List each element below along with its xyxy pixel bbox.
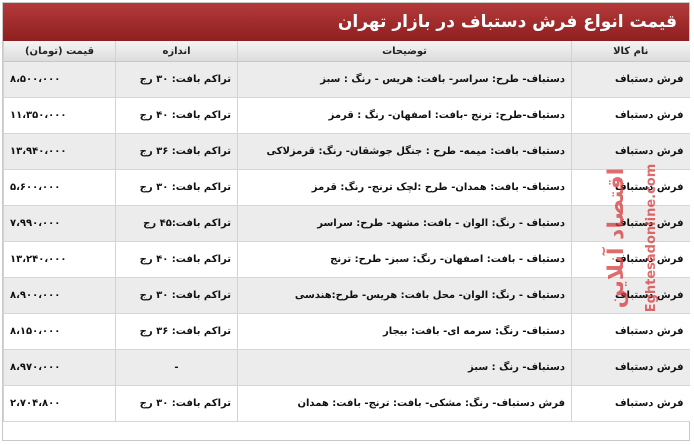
cell-price: ۸،۱۵۰،۰۰۰ — [4, 314, 116, 350]
cell-description: دستباف- بافت: میمه- طرح : جنگل جوشقان- رنگ: قرمزلاکی — [238, 134, 572, 170]
table-row — [4, 350, 690, 386]
cell-name: فرش دستباف — [572, 314, 690, 350]
cell-price: ۱۳،۲۴۰،۰۰۰ — [4, 242, 116, 278]
column-header-name: نام کالا — [572, 41, 690, 62]
cell-name: فرش دستباف — [572, 98, 690, 134]
cell-name: فرش دستباف — [572, 386, 690, 422]
cell-description: دستباف- بافت: همدان- طرح :لچک ترنج- رنگ: قرمز — [238, 170, 572, 206]
table-row — [4, 314, 690, 350]
cell-name: فرش دستباف — [572, 350, 690, 386]
cell-price: ۱۱،۳۵۰،۰۰۰ — [4, 98, 116, 134]
cell-name: فرش دستباف — [572, 62, 690, 98]
table-row — [4, 386, 690, 422]
cell-size: تراکم بافت: ۴۰ رج — [116, 98, 238, 134]
column-header-price: قیمت (تومان) — [4, 41, 116, 62]
cell-size: تراکم بافت: ۳۰ رج — [116, 170, 238, 206]
table-title: قیمت انواع فرش دستباف در بازار تهران — [3, 3, 689, 41]
cell-size: تراکم بافت: ۳۰ رج — [116, 278, 238, 314]
cell-price: ۱۳،۹۴۰،۰۰۰ — [4, 134, 116, 170]
cell-price: ۸،۹۷۰،۰۰۰ — [4, 350, 116, 386]
cell-size: تراکم بافت:۴۵ رج — [116, 206, 238, 242]
cell-description: دستباف- رنگ : سبز — [238, 350, 572, 386]
cell-name: فرش دستباف — [572, 206, 690, 242]
cell-description: دستباف- طرح: سراسر- بافت: هریس - رنگ : سبز — [238, 62, 572, 98]
cell-size: - — [116, 350, 238, 386]
cell-description: دستباف- رنگ: سرمه ای- بافت: بیجار — [238, 314, 572, 350]
cell-size: تراکم بافت: ۳۶ رج — [116, 314, 238, 350]
table-row — [4, 170, 690, 206]
table-row — [4, 62, 690, 98]
cell-description: دستباف-طرح: ترنج -بافت: اصفهان- رنگ : قرمز — [238, 98, 572, 134]
column-header-size: اندازه — [116, 41, 238, 62]
table-row — [4, 134, 690, 170]
cell-description: دستباف - بافت: اصفهان- رنگ: سبز- طرح: ترنج — [238, 242, 572, 278]
carpet-price-table — [3, 41, 690, 422]
cell-name: فرش دستباف — [572, 134, 690, 170]
cell-description: دستباف - رنگ: الوان- محل بافت: هریس- طرح:هندسی — [238, 278, 572, 314]
cell-price: ۲،۷۰۴،۸۰۰ — [4, 386, 116, 422]
price-table-panel — [2, 2, 690, 441]
watermark-text-fa: اقتصاد آنلاین — [604, 167, 629, 309]
cell-name: فرش دستباف — [572, 242, 690, 278]
cell-price: ۸،۹۰۰،۰۰۰ — [4, 278, 116, 314]
cell-name: فرش دستباف — [572, 278, 690, 314]
table-row — [4, 242, 690, 278]
column-header-description: توضیحات — [238, 41, 572, 62]
cell-size: تراکم بافت: ۳۰ رج — [116, 386, 238, 422]
table-row — [4, 278, 690, 314]
cell-price: ۸،۵۰۰،۰۰۰ — [4, 62, 116, 98]
cell-description: دستباف - رنگ: الوان - بافت: مشهد- طرح: سراسر — [238, 206, 572, 242]
cell-size: تراکم بافت: ۳۶ رج — [116, 134, 238, 170]
cell-name: فرش دستباف — [572, 170, 690, 206]
cell-size: تراکم بافت: ۴۰ رج — [116, 242, 238, 278]
watermark-text-en: Eghtesadonline.com — [644, 163, 659, 313]
cell-price: ۵،۶۰۰،۰۰۰ — [4, 170, 116, 206]
table-row — [4, 98, 690, 134]
cell-size: تراکم بافت: ۳۰ رج — [116, 62, 238, 98]
cell-price: ۷،۹۹۰،۰۰۰ — [4, 206, 116, 242]
header-row — [4, 41, 690, 62]
cell-description: فرش دستباف- رنگ: مشکی- بافت: ترنج- بافت: همدان — [238, 386, 572, 422]
table-row — [4, 206, 690, 242]
